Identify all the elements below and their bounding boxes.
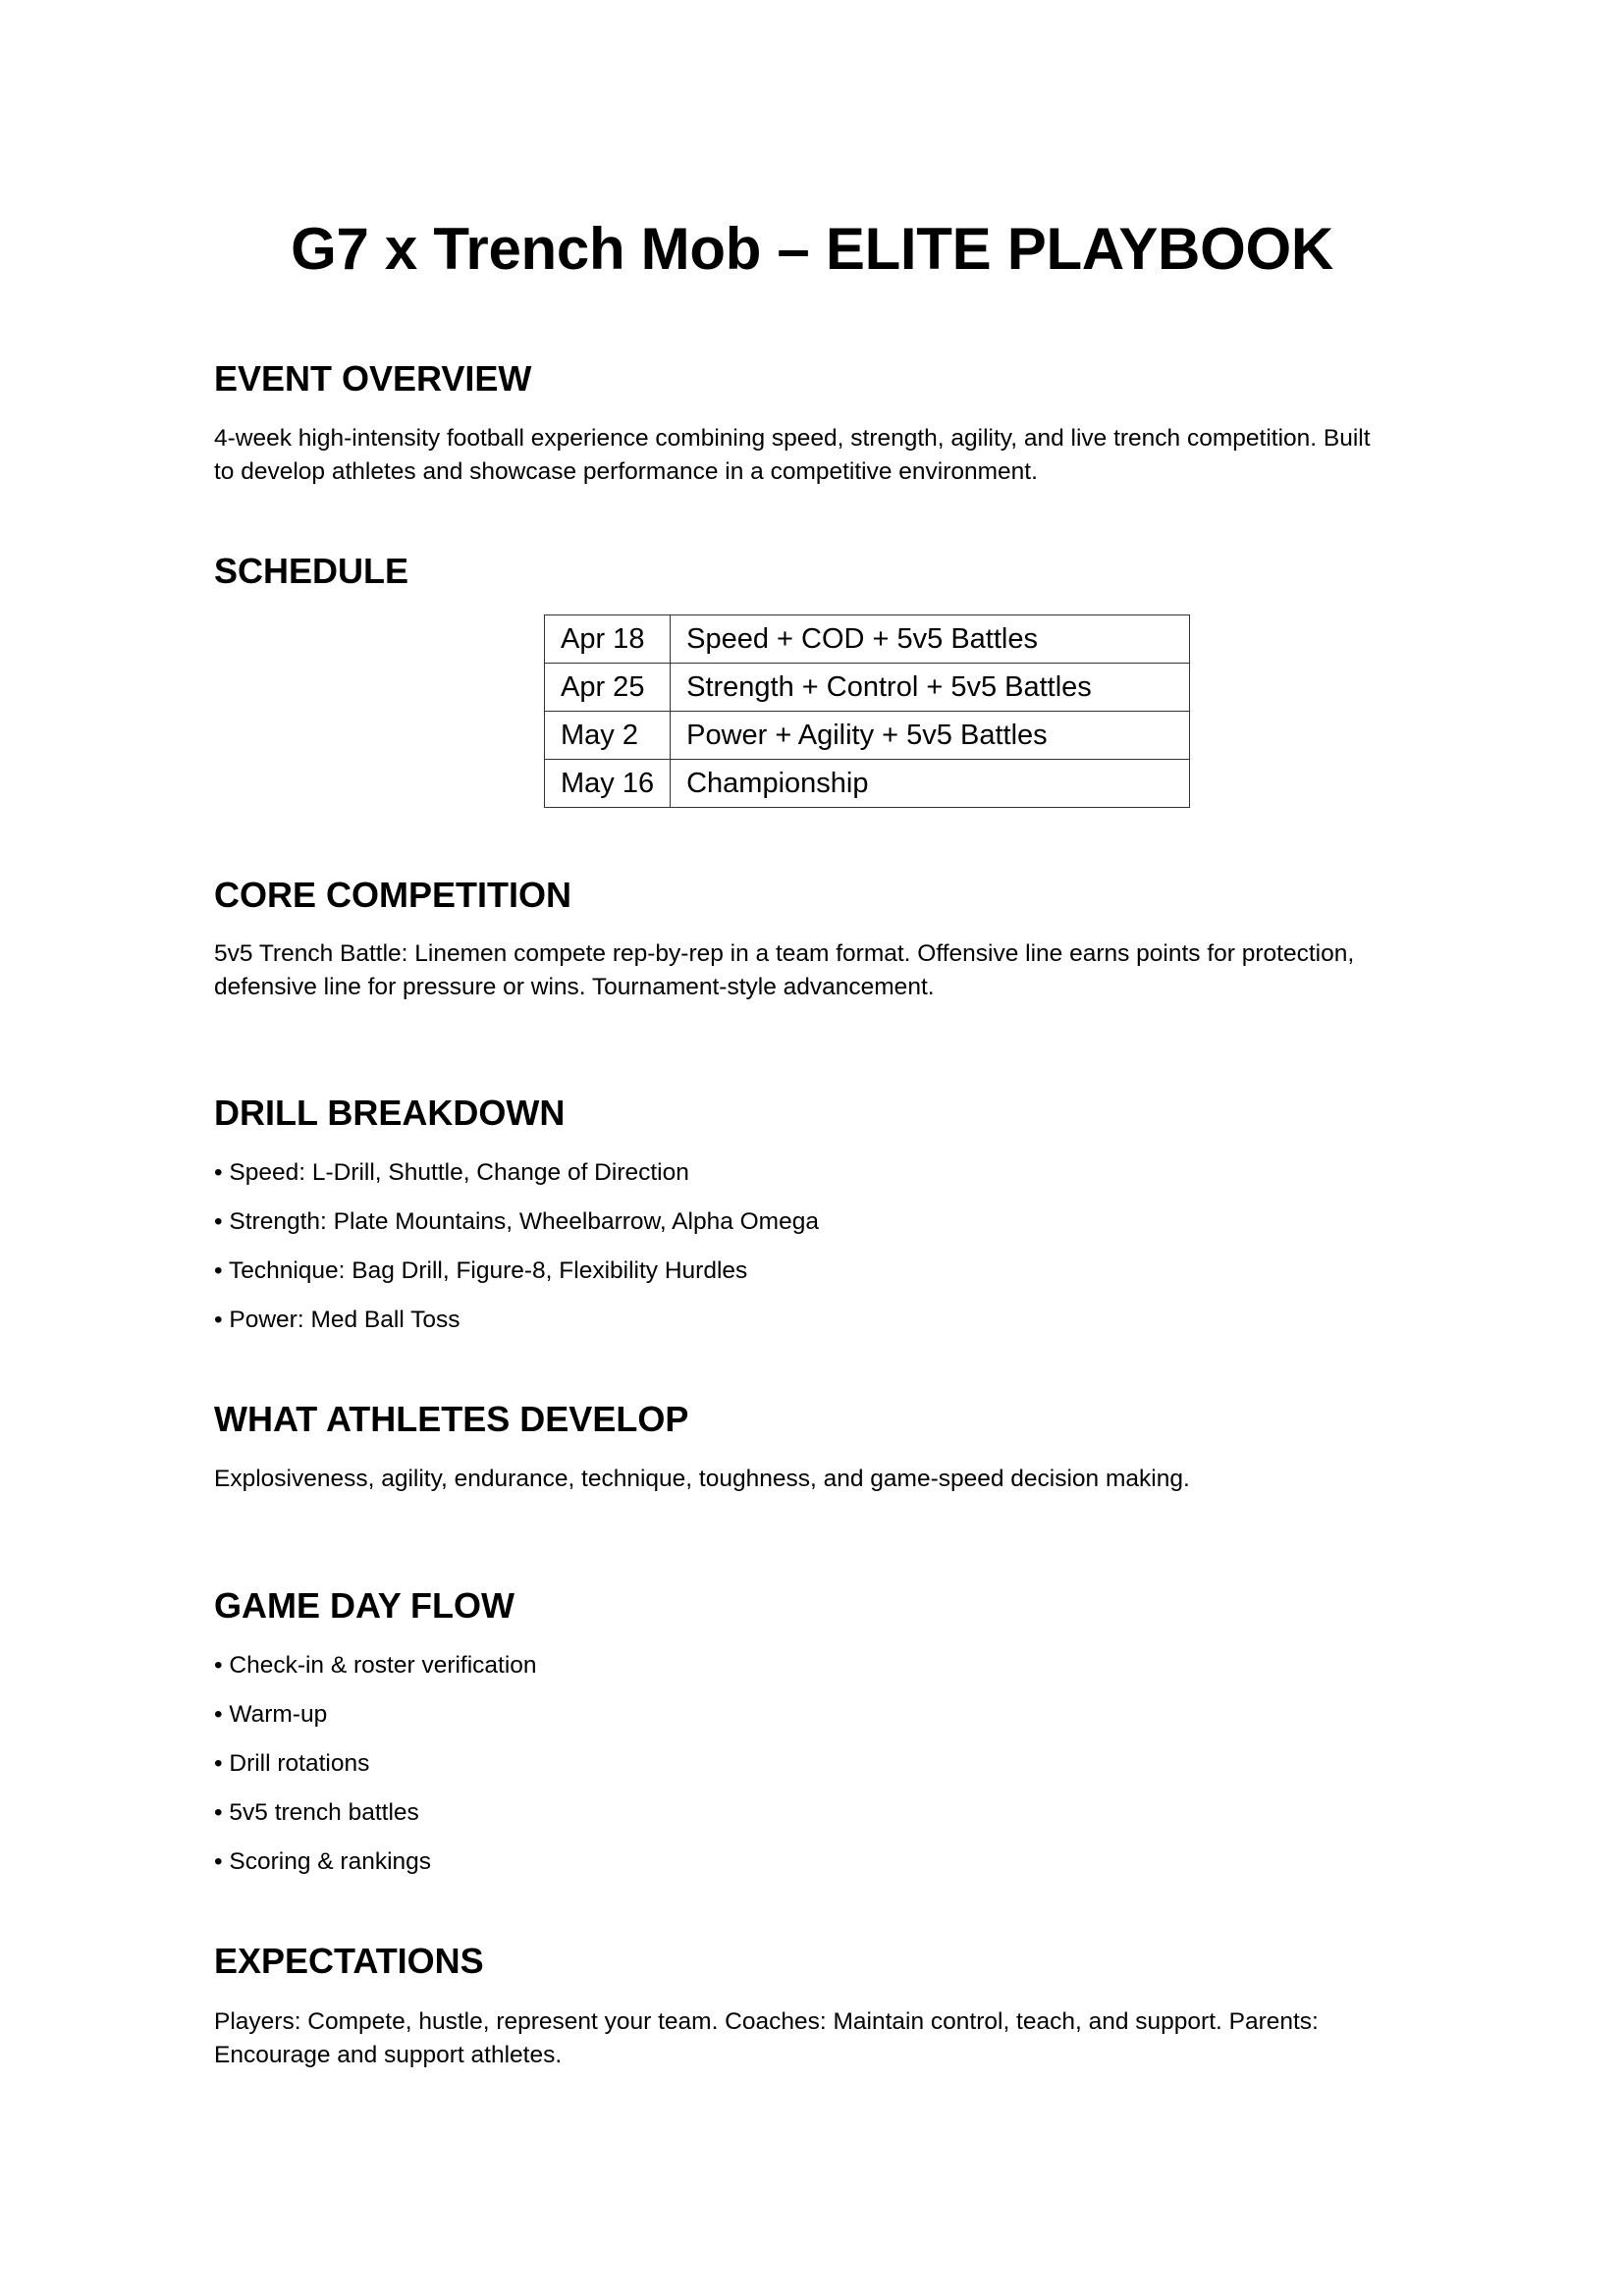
athletes-develop-heading: WHAT ATHLETES DEVELOP bbox=[214, 1399, 689, 1439]
expectations-line-2: Encourage and support athletes. bbox=[214, 2042, 563, 2068]
schedule-activity: Speed + COD + 5v5 Battles bbox=[671, 615, 1190, 664]
schedule-date: Apr 18 bbox=[545, 615, 671, 664]
core-competition-line-2: defensive line for pressure or wins. Tournament-style advancement. bbox=[214, 974, 935, 1000]
drill-item: • Strength: Plate Mountains, Wheelbarrow, Alpha Omega bbox=[214, 1208, 819, 1235]
schedule-activity: Championship bbox=[671, 760, 1190, 808]
game-day-flow-heading: GAME DAY FLOW bbox=[214, 1585, 515, 1626]
flow-item: • Scoring & rankings bbox=[214, 1848, 432, 1875]
drill-breakdown-heading: DRILL BREAKDOWN bbox=[214, 1093, 566, 1133]
drill-item: • Technique: Bag Drill, Figure-8, Flexibility Hurdles bbox=[214, 1257, 748, 1284]
schedule-row bbox=[545, 760, 1190, 808]
schedule-date: Apr 25 bbox=[545, 664, 671, 712]
schedule-date: May 16 bbox=[545, 760, 671, 808]
athletes-develop-text: Explosiveness, agility, endurance, technique, toughness, and game-speed decision making. bbox=[214, 1466, 1190, 1492]
flow-item: • Check-in & roster verification bbox=[214, 1652, 537, 1679]
expectations-line-1: Players: Compete, hustle, represent your team. Coaches: Maintain control, teach, and support. Parents: bbox=[214, 2008, 1319, 2035]
schedule-activity: Strength + Control + 5v5 Battles bbox=[671, 664, 1190, 712]
document-title: G7 x Trench Mob – ELITE PLAYBOOK bbox=[291, 216, 1333, 282]
flow-item: • Warm-up bbox=[214, 1701, 328, 1728]
event-overview-line-2: to develop athletes and showcase performance in a competitive environment. bbox=[214, 458, 1038, 485]
schedule-row bbox=[545, 615, 1190, 664]
schedule-heading: SCHEDULE bbox=[214, 551, 409, 591]
event-overview-heading: EVENT OVERVIEW bbox=[214, 358, 532, 399]
schedule-row bbox=[545, 664, 1190, 712]
drill-item: • Speed: L-Drill, Shuttle, Change of Direction bbox=[214, 1159, 689, 1186]
schedule-activity: Power + Agility + 5v5 Battles bbox=[671, 712, 1190, 760]
schedule-row bbox=[545, 712, 1190, 760]
flow-item: • 5v5 trench battles bbox=[214, 1799, 419, 1826]
expectations-heading: EXPECTATIONS bbox=[214, 1941, 484, 1981]
core-competition-line-1: 5v5 Trench Battle: Linemen compete rep-by-rep in a team format. Offensive line earns points for protection, bbox=[214, 940, 1355, 967]
schedule-table bbox=[544, 614, 1190, 808]
event-overview-line-1: 4-week high-intensity football experience combining speed, strength, agility, and live trench competition. Built bbox=[214, 425, 1371, 452]
core-competition-heading: CORE COMPETITION bbox=[214, 875, 572, 915]
drill-item: • Power: Med Ball Toss bbox=[214, 1307, 460, 1333]
schedule-date: May 2 bbox=[545, 712, 671, 760]
flow-item: • Drill rotations bbox=[214, 1750, 370, 1777]
